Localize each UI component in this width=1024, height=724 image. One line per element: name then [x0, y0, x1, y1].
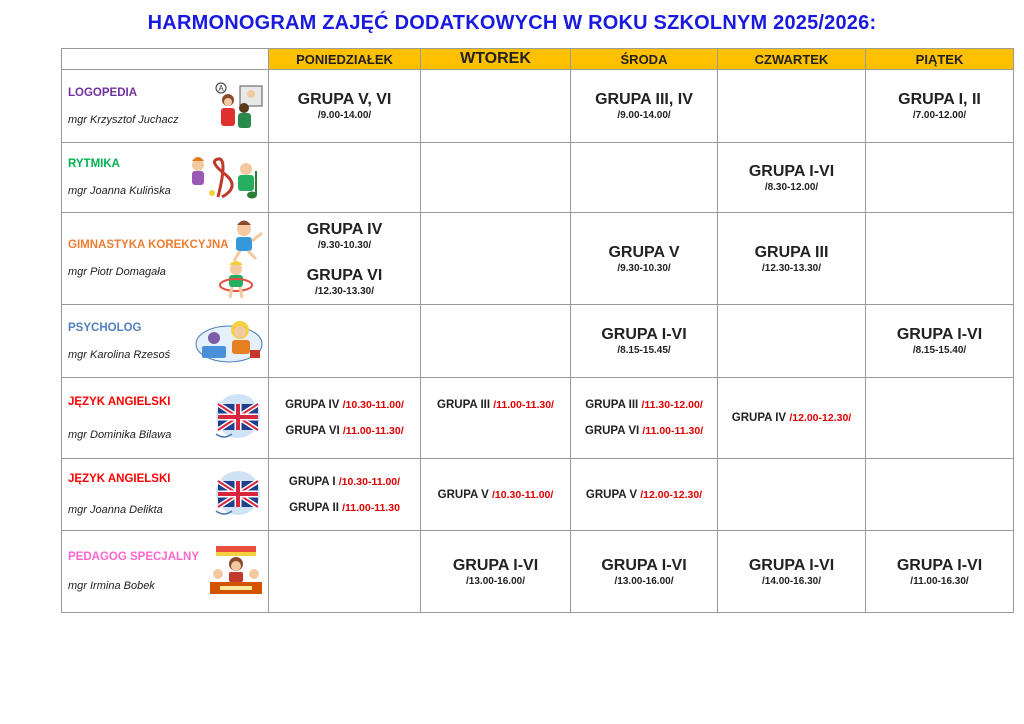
time-label: /8.15-15.40/ — [912, 345, 967, 356]
group-label: GRUPA I-VI — [601, 556, 687, 574]
group-label: GRUPA V, VI — [297, 91, 392, 108]
teacher-name: mgr Karolina Rzesoś — [68, 348, 171, 361]
cell-monday — [269, 378, 421, 459]
time-label: /9.30-10.30/ — [617, 262, 671, 274]
cell-tuesday — [421, 305, 571, 378]
cell-friday — [866, 213, 1014, 305]
subject-cell — [62, 459, 269, 531]
cell-thursday — [718, 143, 866, 213]
cell-thursday — [718, 305, 866, 378]
group-entry: GRUPA VI /11.00-11.30/ — [285, 425, 404, 437]
cell-friday — [866, 305, 1014, 378]
table-row — [62, 531, 1014, 613]
teacher-name: mgr Joanna Kulińska — [68, 185, 171, 197]
cell-monday — [269, 70, 421, 143]
time-label: /8.30-12.00/ — [764, 181, 819, 193]
group-label: GRUPA III, IV — [595, 91, 693, 108]
cell-monday — [269, 305, 421, 378]
group-label: GRUPA I-VI — [452, 556, 539, 574]
group-entry: GRUPA V /12.00-12.30/ — [585, 488, 703, 501]
teacher-name: mgr Krzysztof Juchacz — [68, 113, 179, 126]
cell-thursday — [718, 70, 866, 143]
teacher-name: mgr Piotr Domagała — [68, 266, 166, 278]
teacher-class-icon — [208, 544, 264, 600]
subject-name: LOGOPEDIA — [68, 86, 138, 99]
table-row — [62, 213, 1014, 305]
cell-wednesday — [571, 70, 718, 143]
header-corner — [62, 49, 269, 70]
table-row — [62, 459, 1014, 531]
cell-friday — [866, 459, 1014, 531]
subject-name: RYTMIKA — [68, 158, 120, 170]
cell-tuesday — [421, 378, 571, 459]
psychologist-icon — [194, 316, 264, 366]
subject-name: PEDAGOG SPECJALNY — [68, 551, 199, 563]
group-entry: GRUPA II /11.00-11.30 — [289, 501, 400, 514]
cell-friday — [866, 378, 1014, 459]
group-entry: GRUPA IV /12.00-12.30/ — [731, 412, 852, 424]
cell-monday — [269, 459, 421, 531]
cell-thursday — [718, 378, 866, 459]
header-friday: PIĄTEK — [866, 49, 1014, 70]
subject-name: JĘZYK ANGIELSKI — [68, 395, 171, 408]
group-label: GRUPA VI — [306, 266, 383, 284]
header-wednesday: ŚRODA — [571, 49, 718, 70]
subject-cell — [62, 305, 269, 378]
group-entry: GRUPA IV /10.30-11.00/ — [285, 399, 404, 411]
svg-text:A: A — [218, 84, 224, 93]
cell-thursday — [718, 459, 866, 531]
cell-wednesday — [571, 213, 718, 305]
group-entry: GRUPA III /11.30-12.00/ — [585, 399, 703, 411]
group-entry: GRUPA VI /11.00-11.30/ — [584, 425, 704, 437]
group-label: GRUPA I-VI — [748, 556, 835, 574]
header-tuesday: WTOREK — [421, 49, 571, 70]
table-row — [62, 305, 1014, 378]
cell-wednesday — [571, 305, 718, 378]
time-label: /9.00-14.00/ — [317, 110, 372, 121]
group-label: GRUPA IV — [306, 220, 383, 238]
time-label: /13.00-16.00/ — [466, 575, 525, 587]
cell-wednesday — [571, 459, 718, 531]
cell-wednesday — [571, 378, 718, 459]
time-label: /14.00-16.30/ — [762, 575, 821, 587]
subject-cell — [62, 531, 269, 613]
group-label: GRUPA I, II — [898, 91, 981, 108]
time-label: /8.15-15.45/ — [617, 345, 671, 356]
subject-cell — [62, 213, 269, 305]
header-monday: PONIEDZIAŁEK — [269, 49, 421, 70]
header-row — [62, 49, 1014, 70]
subject-cell — [62, 378, 269, 459]
group-label: GRUPA I-VI — [601, 326, 687, 343]
cell-tuesday — [421, 213, 571, 305]
cell-wednesday — [571, 143, 718, 213]
cell-tuesday — [421, 70, 571, 143]
group-label: GRUPA III — [754, 243, 829, 261]
cell-tuesday — [421, 531, 571, 613]
subject-name: JĘZYK ANGIELSKI — [68, 473, 171, 485]
speech-therapy-icon — [208, 82, 264, 130]
group-label: GRUPA I-VI — [896, 556, 983, 574]
table-row — [62, 143, 1014, 213]
cell-friday — [866, 143, 1014, 213]
time-label: /11.00-16.30/ — [910, 575, 969, 587]
subject-name: PSYCHOLOG — [68, 321, 142, 334]
group-label: GRUPA V — [608, 243, 680, 261]
time-label: /7.00-12.00/ — [912, 110, 967, 121]
teacher-name: mgr Dominika Bilawa — [68, 428, 172, 441]
teacher-name: mgr Irmina Bobek — [68, 580, 155, 592]
time-label: /9.00-14.00/ — [617, 110, 671, 121]
cell-thursday — [718, 531, 866, 613]
cell-monday — [269, 531, 421, 613]
cell-wednesday — [571, 531, 718, 613]
cell-tuesday — [421, 459, 571, 531]
time-label: /9.30-10.30/ — [317, 239, 372, 251]
subject-cell — [62, 143, 269, 213]
time-label: /13.00-16.00/ — [614, 575, 674, 587]
table-row — [62, 378, 1014, 459]
group-entry: GRUPA V /10.30-11.00/ — [437, 488, 554, 501]
cell-friday — [866, 70, 1014, 143]
time-label: /12.30-13.30/ — [762, 262, 821, 274]
cell-monday — [269, 143, 421, 213]
group-entry: GRUPA III /11.00-11.30/ — [437, 399, 554, 411]
group-label: GRUPA I-VI — [748, 162, 835, 180]
gymnastics-kids-icon — [214, 219, 264, 299]
cell-monday — [269, 213, 421, 305]
cell-friday — [866, 531, 1014, 613]
uk-flag-icon — [212, 394, 264, 442]
cell-tuesday — [421, 143, 571, 213]
page-title: HARMONOGRAM ZAJĘĆ DODATKOWYCH W ROKU SZKOLNYM 2025/2026: — [147, 12, 877, 34]
time-label: /12.30-13.30/ — [315, 285, 374, 297]
header-thursday: CZWARTEK — [718, 49, 866, 70]
group-entry: GRUPA I /10.30-11.00/ — [288, 475, 401, 488]
table-row — [62, 70, 1014, 143]
music-kids-icon — [188, 153, 264, 203]
cell-thursday — [718, 213, 866, 305]
teacher-name: mgr Joanna Delikta — [68, 504, 163, 516]
schedule-table — [61, 48, 1014, 613]
uk-flag-icon — [212, 471, 264, 519]
subject-name: GIMNASTYKA KOREKCYJNA — [68, 239, 229, 251]
subject-cell — [62, 70, 269, 143]
group-label: GRUPA I-VI — [896, 326, 983, 343]
